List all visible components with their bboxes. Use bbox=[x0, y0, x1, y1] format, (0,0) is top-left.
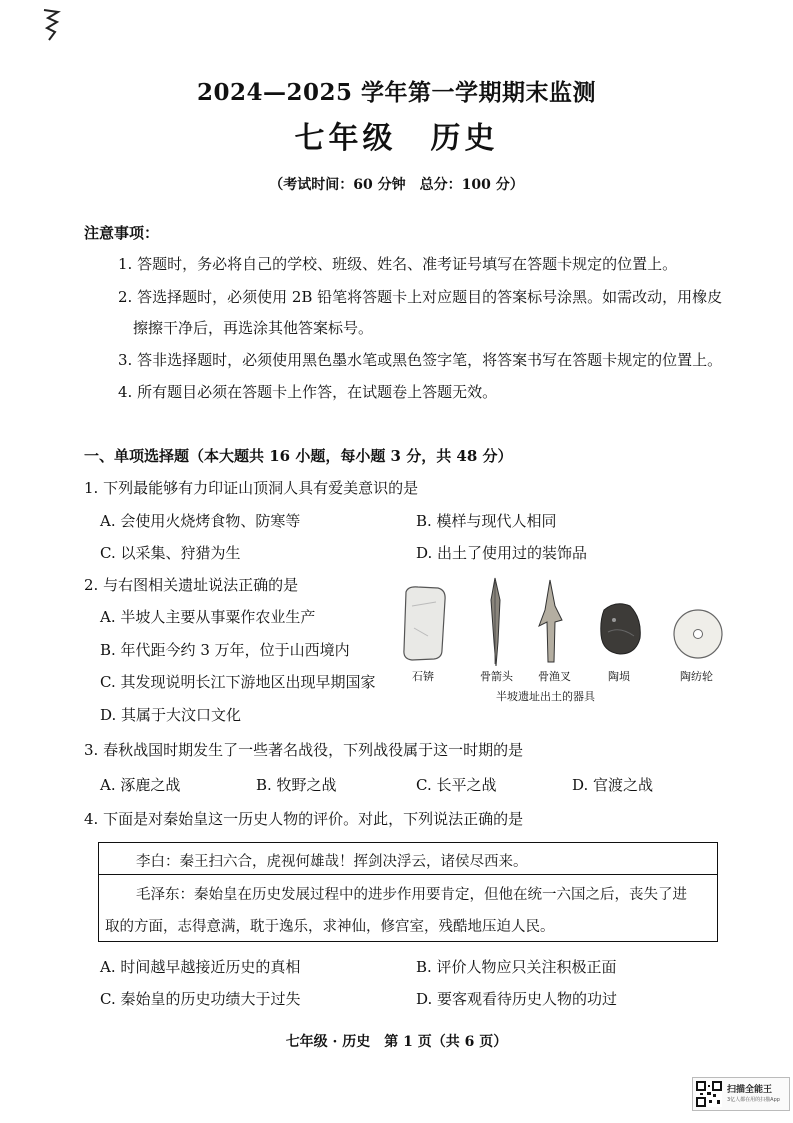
bone-harpoon-image bbox=[539, 580, 562, 662]
stone-adze-image bbox=[404, 587, 445, 660]
question-2-option-c[interactable]: C. 其发现说明长江下游地区出现早期国家 bbox=[100, 673, 376, 691]
question-3-option-b[interactable]: B. 牧野之战 bbox=[256, 776, 337, 794]
quote-box bbox=[98, 842, 718, 942]
question-4-option-d[interactable]: D. 要客观看待历史人物的功过 bbox=[416, 990, 618, 1008]
question-2-option-d[interactable]: D. 其属于大汶口文化 bbox=[100, 706, 242, 724]
question-3-option-c[interactable]: C. 长平之战 bbox=[416, 776, 497, 794]
question-3-stem: 3. 春秋战国时期发生了一些著名战役，下列战役属于这一时期的是 bbox=[84, 741, 524, 759]
pottery-xun-image bbox=[601, 604, 640, 654]
notice-heading: 注意事项： bbox=[84, 224, 160, 242]
artifact-label: 骨箭头 bbox=[480, 670, 513, 683]
notice-item: 2. 答选择题时，必须使用 2B 铅笔将答题卡上对应题目的答案标号涂黑。如需改动，用橡皮 bbox=[118, 288, 723, 306]
artifact-label: 陶纺轮 bbox=[680, 670, 713, 683]
notice-item: 1. 答题时，务必将自己的学校、班级、姓名、准考证号填写在答题卡规定的位置上。 bbox=[118, 255, 678, 273]
question-4-stem: 4. 下面是对秦始皇这一历史人物的评价。对此，下列说法正确的是 bbox=[84, 810, 524, 828]
exam-info: （考试时间：60 分钟 总分：100 分） bbox=[269, 177, 524, 193]
artifact-label: 石锛 bbox=[412, 670, 434, 683]
qr-code-icon bbox=[696, 1081, 722, 1107]
corner-scribble-icon bbox=[40, 6, 62, 46]
quote-li-bai: 李白：秦王扫六合，虎视何雄哉！挥剑决浮云，诸侯尽西来。 bbox=[136, 854, 528, 870]
bone-arrowhead-image bbox=[491, 578, 500, 666]
notice-item: 3. 答非选择题时，必须使用黑色墨水笔或黑色签字笔，将答案书写在答题卡规定的位置上。 bbox=[118, 351, 723, 369]
question-1-option-b[interactable]: B. 模样与现代人相同 bbox=[416, 512, 557, 530]
question-3-option-a[interactable]: A. 涿鹿之战 bbox=[100, 776, 181, 794]
question-1-option-d[interactable]: D. 出土了使用过的装饰品 bbox=[416, 544, 588, 562]
notice-item: 擦擦干净后，再选涂其他答案标号。 bbox=[133, 319, 374, 337]
question-1-stem: 1. 下列最能够有力印证山顶洞人具有爱美意识的是 bbox=[84, 479, 419, 497]
artifact-label: 陶埙 bbox=[608, 670, 630, 683]
quote-mao-zedong: 毛泽东：秦始皇在历史发展过程中的进步作用要肯定，但他在统一六国之后，丧失了进 bbox=[136, 887, 687, 903]
artifact-label: 骨渔叉 bbox=[538, 670, 571, 683]
scanner-app-tagline: 3亿人都在用的扫描App bbox=[727, 1097, 780, 1103]
pottery-spindle-whorl-image bbox=[674, 610, 722, 658]
question-3-option-d[interactable]: D. 官渡之战 bbox=[572, 776, 654, 794]
question-2-option-a[interactable]: A. 半坡人主要从事粟作农业生产 bbox=[100, 608, 316, 626]
question-4-option-b[interactable]: B. 评价人物应只关注积极正面 bbox=[416, 958, 617, 976]
banpo-artifacts-figure bbox=[398, 576, 738, 706]
subject-title: 七年级 历史 bbox=[294, 121, 499, 156]
question-4-option-c[interactable]: C. 秦始皇的历史功绩大于过失 bbox=[100, 990, 301, 1008]
section-heading: 一、单项选择题（本大题共 16 小题，每小题 3 分，共 48 分） bbox=[84, 447, 513, 465]
quote-mao-zedong-cont: 取的方面，志得意满，耽于逸乐，求神仙，修宫室，残酷地压迫人民。 bbox=[105, 919, 555, 935]
figure-caption: 半坡遗址出土的器具 bbox=[496, 690, 595, 703]
page-footer: 七年级 · 历史 第 1 页（共 6 页） bbox=[285, 1034, 508, 1050]
question-2-option-b[interactable]: B. 年代距今约 3 万年，位于山西境内 bbox=[100, 641, 350, 659]
question-4-option-a[interactable]: A. 时间越早越接近历史的真相 bbox=[100, 958, 301, 976]
question-2-stem: 2. 与右图相关遗址说法正确的是 bbox=[84, 576, 299, 594]
scanner-watermark bbox=[692, 1077, 790, 1111]
question-1-option-a[interactable]: A. 会使用火烧烤食物、防寒等 bbox=[100, 512, 301, 530]
question-1-option-c[interactable]: C. 以采集、狩猎为生 bbox=[100, 544, 241, 562]
notice-item: 4. 所有题目必须在答题卡上作答，在试题卷上答题无效。 bbox=[118, 383, 498, 401]
scanner-app-name: 扫描全能王 bbox=[727, 1085, 773, 1095]
exam-title: 2024—2025 学年第一学期期末监测 bbox=[196, 79, 597, 106]
quote-divider bbox=[99, 874, 717, 875]
